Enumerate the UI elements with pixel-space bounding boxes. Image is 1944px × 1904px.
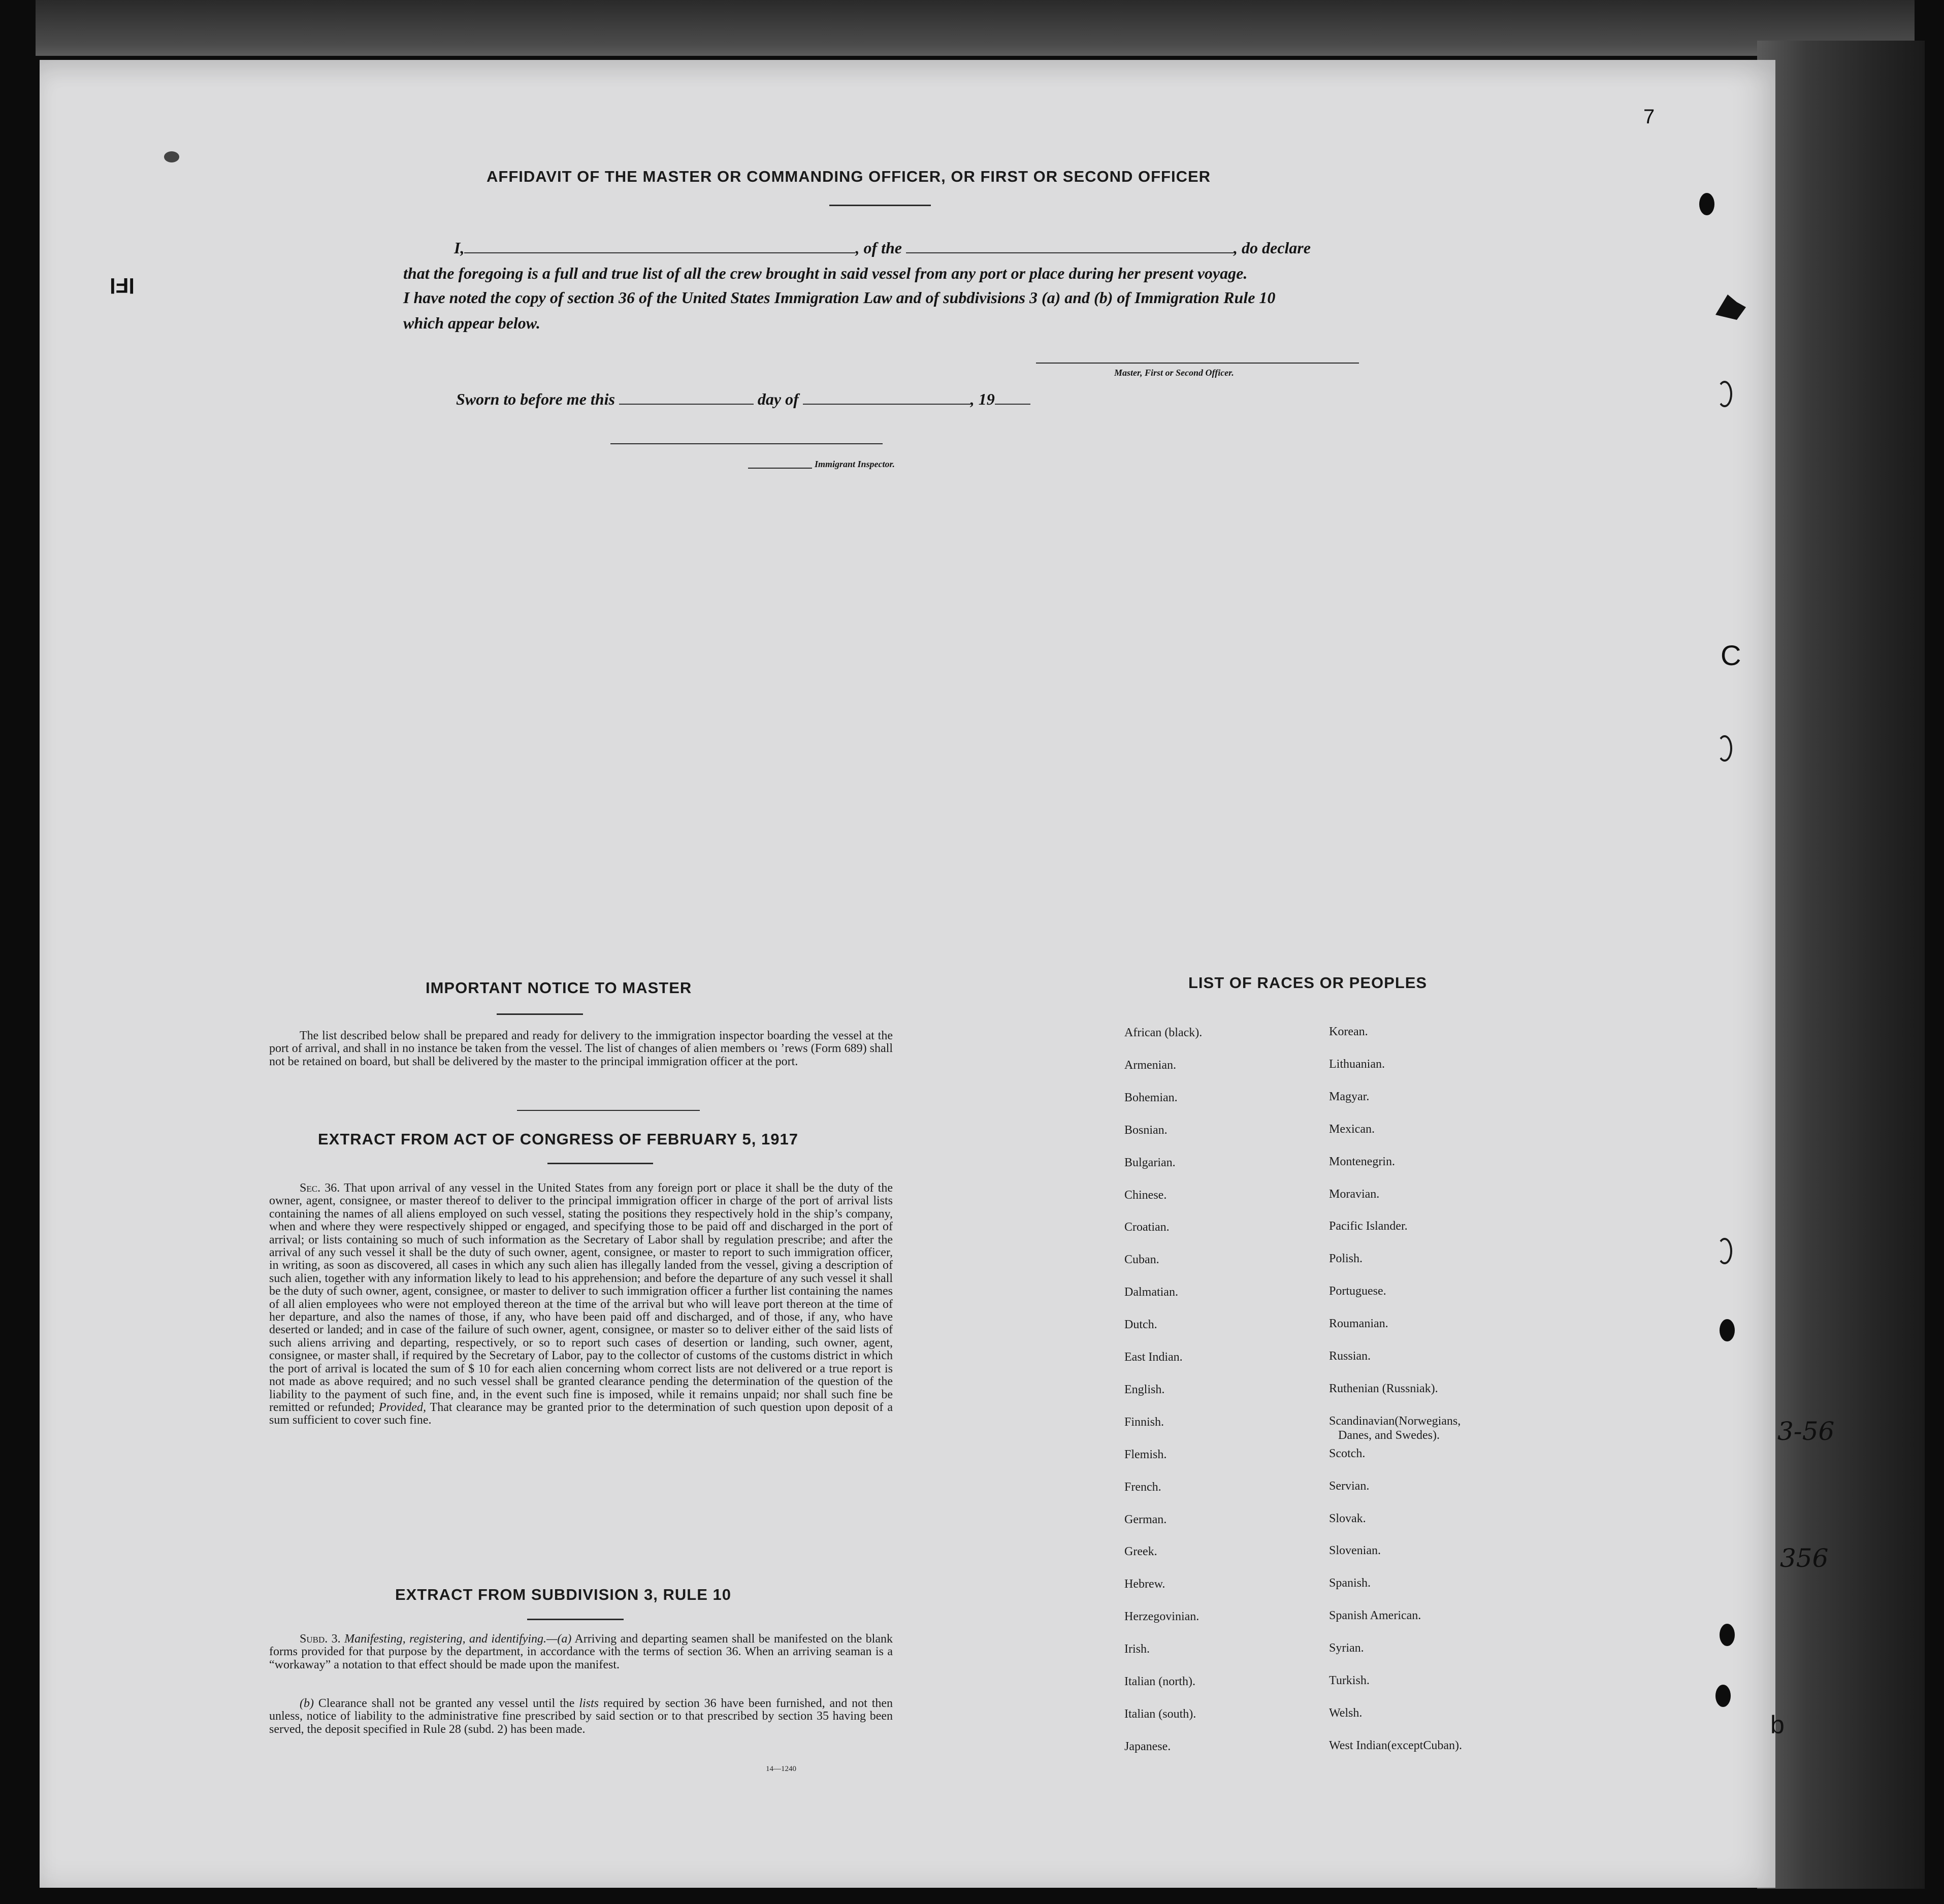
race-item: Scotch. (1329, 1447, 1366, 1460)
race-item: Herzegovinian. (1124, 1610, 1200, 1624)
form-code: 14—1240 (766, 1765, 796, 1773)
rule10-para-b-text-2: required by section 36 have been furnished, and not then unless, notice of liability to the administrative fine prescribed by said section or to that prescribed by section 35 having been served, the deposit specified in Rule 28 (subd. 2) has been made. (269, 1697, 893, 1736)
race-item: Armenian. (1124, 1058, 1176, 1072)
punch-hole (1717, 735, 1732, 762)
affidavit-declaration-line-1 (454, 239, 1311, 257)
race-item: French. (1124, 1480, 1161, 1494)
race-item: Spanish American. (1329, 1609, 1421, 1623)
inspector-signature-line (610, 443, 883, 444)
race-item: Bohemian. (1124, 1091, 1178, 1104)
rule10-para-a-text: Arriving and departing seamen shall be manifested on the blank forms provided for that purpose by the department, in accordance with the terms of section 36. When an arriving seaman is a “workaway” a notation to that effect should be made upon the manifest. (269, 1632, 893, 1671)
race-item: Spanish. (1329, 1577, 1371, 1590)
affidavit-title: AFFIDAVIT OF THE MASTER OR COMMANDING OFFICER, OR FIRST OR SECOND OFFICER (487, 168, 1211, 185)
race-item: Italian (south). (1124, 1707, 1196, 1721)
race-item: Flemish. (1124, 1448, 1167, 1461)
punch-hole (1715, 1685, 1731, 1707)
notice-body: The list described below shall be prepared and ready for delivery to the immigration inspector boarding the vessel at the port of arrival, and shall in no instance be taken from the vessel. The list of changes of alien members oı ’rews (Form 689) shall not be retained on board, but shall be delivered by the master to the principal immigration officer at the port. (269, 1029, 893, 1068)
rule10-subd-label: Subd. 3. (300, 1632, 341, 1646)
race-item: Bulgarian. (1124, 1156, 1176, 1169)
margin-mark-top: 7 (1643, 106, 1655, 128)
race-item: Bosnian. (1124, 1123, 1168, 1137)
race-item: Ruthenian (Russniak). (1329, 1382, 1438, 1395)
race-item: Italian (north). (1124, 1675, 1195, 1688)
side-handwritten-mark-2: 356 (1780, 1544, 1829, 1573)
race-item: Moravian. (1329, 1187, 1380, 1201)
race-item: Finnish. (1124, 1415, 1164, 1429)
race-item: Syrian. (1329, 1642, 1364, 1655)
rule10-para-b-lists: lists (579, 1697, 599, 1710)
race-item: Korean. (1329, 1025, 1368, 1038)
sworn-day-label: day of (757, 390, 799, 408)
scuff-mark-top-left (164, 151, 179, 162)
races-title: LIST OF RACES OR PEOPLES (1188, 974, 1428, 992)
race-item: Pacific Islander. (1329, 1220, 1408, 1233)
sworn-year-blank (995, 404, 1030, 405)
race-item: Irish. (1124, 1643, 1150, 1656)
race-item: Roumanian. (1329, 1317, 1388, 1331)
race-item: Polish. (1329, 1252, 1363, 1266)
margin-mark-b: b (1770, 1711, 1785, 1739)
affidavit-declaration-line-3: I have noted the copy of section 36 of the United States Immigration Law and of subdivisions 3 (a) and (b) of Immigration Rule 10 (403, 288, 1276, 307)
punch-hole (1699, 193, 1714, 215)
race-item: African (black). (1124, 1026, 1203, 1039)
race-item: Scandinavian(Norwegians, (1329, 1414, 1461, 1428)
race-item: Turkish. (1329, 1674, 1370, 1687)
race-item: Slovak. (1329, 1512, 1366, 1525)
vessel-blank (906, 252, 1234, 253)
race-item: Servian. (1329, 1479, 1370, 1493)
act-title-rule (547, 1163, 653, 1164)
act-body-text: That upon arrival of any vessel in the United States from any foreign port or place it shall be the duty of the owner, agent, consignee, or master thereof to deliver to the principal immigration officer in charge of the port of arrival lists containing the names of all aliens employed on such vessel, stating the positions they respectively hold in the ship’s company, when and where they were respectively shipped or engaged, and specifying those to be paid off and discharged in the port of arrival; or lists containing so much of such information as the Secretary of Labor shall by regulation prescribe; and after the arrival of any such vessel it shall be the duty of such owner, agent, consignee, or master to report to such immigration officer, in writing, as soon as discovered, all cases in which any such alien has illegally landed from the vessel, giving a description of such alien, together with any information likely to lead to his apprehension; and before the departure of any such vessel it shall be the duty of such owner, agent, consignee, or master to deliver to such immigration officer a further list containing the names of all alien employees who were not employed thereon at the time of the arrival but who will leave port thereon at the time of her departure, and also the names of those, if any, who have been paid off and discharged, and of those, if any, who have deserted or landed; and in case of the failure of such owner, agent, consignee, or master so to deliver either of the said lists of such aliens arriving and departing, respectively, or so to report such cases of desertion or landing, such owner, agent, consignee, or master shall, if required by the Secretary of Labor, pay to the collector of customs of the customs district in which the port of arrival is located the sum of $ 10 for each alien concerning whom correct lists are not delivered or a true report is not made as above required; and no such vessel shall be granted clearance pending the determination of the question of the liability to the payment of such fine, and, in the event such fine is imposed, while it remains unpaid; nor shall such fine be remitted or refunded; (269, 1181, 893, 1414)
affidavit-declaration-line-4: which appear below. (403, 314, 540, 332)
declaration-declare-label: , do declare (1234, 239, 1311, 257)
master-signature-label: Master, First or Second Officer. (1114, 368, 1234, 378)
rule10-para-b (269, 1697, 893, 1736)
race-item: Chinese. (1124, 1188, 1167, 1202)
inspector-label: Immigrant Inspector. (815, 459, 895, 469)
master-signature-line (1036, 363, 1359, 364)
document-page (40, 60, 1785, 1888)
act-title: EXTRACT FROM ACT OF CONGRESS OF FEBRUARY 5, 1917 (318, 1130, 798, 1148)
race-item: Mexican. (1329, 1122, 1375, 1136)
race-item: Danes, and Swedes). (1338, 1428, 1440, 1442)
notice-end-rule (517, 1110, 700, 1111)
rule10-title: EXTRACT FROM SUBDIVISION 3, RULE 10 (395, 1586, 731, 1603)
race-item: Montenegrin. (1329, 1155, 1395, 1168)
race-item: West Indian(exceptCuban). (1329, 1738, 1462, 1752)
race-item: Dalmatian. (1124, 1286, 1178, 1299)
race-item: Hebrew. (1124, 1578, 1165, 1591)
race-item: Slovenian. (1329, 1544, 1381, 1558)
act-provided: Provided, (378, 1400, 426, 1414)
sworn-line (456, 390, 1030, 409)
side-handwritten-mark-1: 3-56 (1777, 1417, 1835, 1446)
rule10-para-b-text-1: Clearance shall not be granted any vessel until the (318, 1697, 575, 1710)
punch-hole (1717, 381, 1732, 407)
race-item: Portuguese. (1329, 1285, 1386, 1298)
punch-hole (1720, 1319, 1735, 1341)
race-item: Greek. (1124, 1545, 1157, 1559)
race-item: Lithuanian. (1329, 1057, 1385, 1071)
rule10-subd-heading: Manifesting, registering, and identifying.—(a) (344, 1632, 572, 1646)
sworn-prefix: Sworn to before me this (456, 390, 615, 408)
race-item: East Indian. (1124, 1351, 1183, 1364)
affidavit-declaration-line-2: that the foregoing is a full and true list of all the crew brought in said vessel from any port or place during her present voyage. (403, 264, 1248, 282)
race-item: Croatian. (1124, 1221, 1170, 1234)
sworn-date-blank (619, 404, 754, 405)
race-item: German. (1124, 1513, 1167, 1526)
stacked-pages-edge (1757, 41, 1925, 1889)
punch-hole (1717, 1238, 1732, 1264)
name-blank (464, 252, 855, 253)
sworn-year-label: , 19 (970, 390, 995, 408)
race-item: Magyar. (1329, 1090, 1370, 1103)
race-item: Welsh. (1329, 1706, 1363, 1720)
page-top-edge (36, 0, 1915, 56)
scuff-mark-top-right (1715, 294, 1746, 320)
race-item: English. (1124, 1383, 1165, 1396)
race-item: Dutch. (1124, 1318, 1157, 1332)
punch-hole (1720, 1624, 1735, 1646)
declaration-of-the-label: , of the (855, 239, 902, 257)
race-item: Japanese. (1124, 1739, 1171, 1753)
race-item: Cuban. (1124, 1253, 1159, 1267)
rule10-title-rule (527, 1619, 624, 1620)
margin-mark-c: C (1721, 639, 1741, 671)
rule10-b-label: (b) (300, 1697, 314, 1710)
margin-stamp-left: lFl (110, 274, 135, 298)
act-sec-label: Sec. 36. (300, 1181, 340, 1195)
race-item: Russian. (1329, 1350, 1371, 1363)
act-body-end: That clearance may be granted prior to the determination of such question upon deposit of a sum sufficient to cover such fine. (269, 1400, 893, 1427)
declaration-i-label: I, (454, 239, 465, 257)
rule10-para-a (269, 1633, 893, 1671)
affidavit-title-rule (829, 205, 931, 206)
sworn-month-blank (803, 404, 970, 405)
notice-title: IMPORTANT NOTICE TO MASTER (426, 979, 692, 997)
notice-title-rule (497, 1013, 583, 1015)
inspector-short-line (748, 468, 812, 469)
act-body (269, 1182, 893, 1427)
